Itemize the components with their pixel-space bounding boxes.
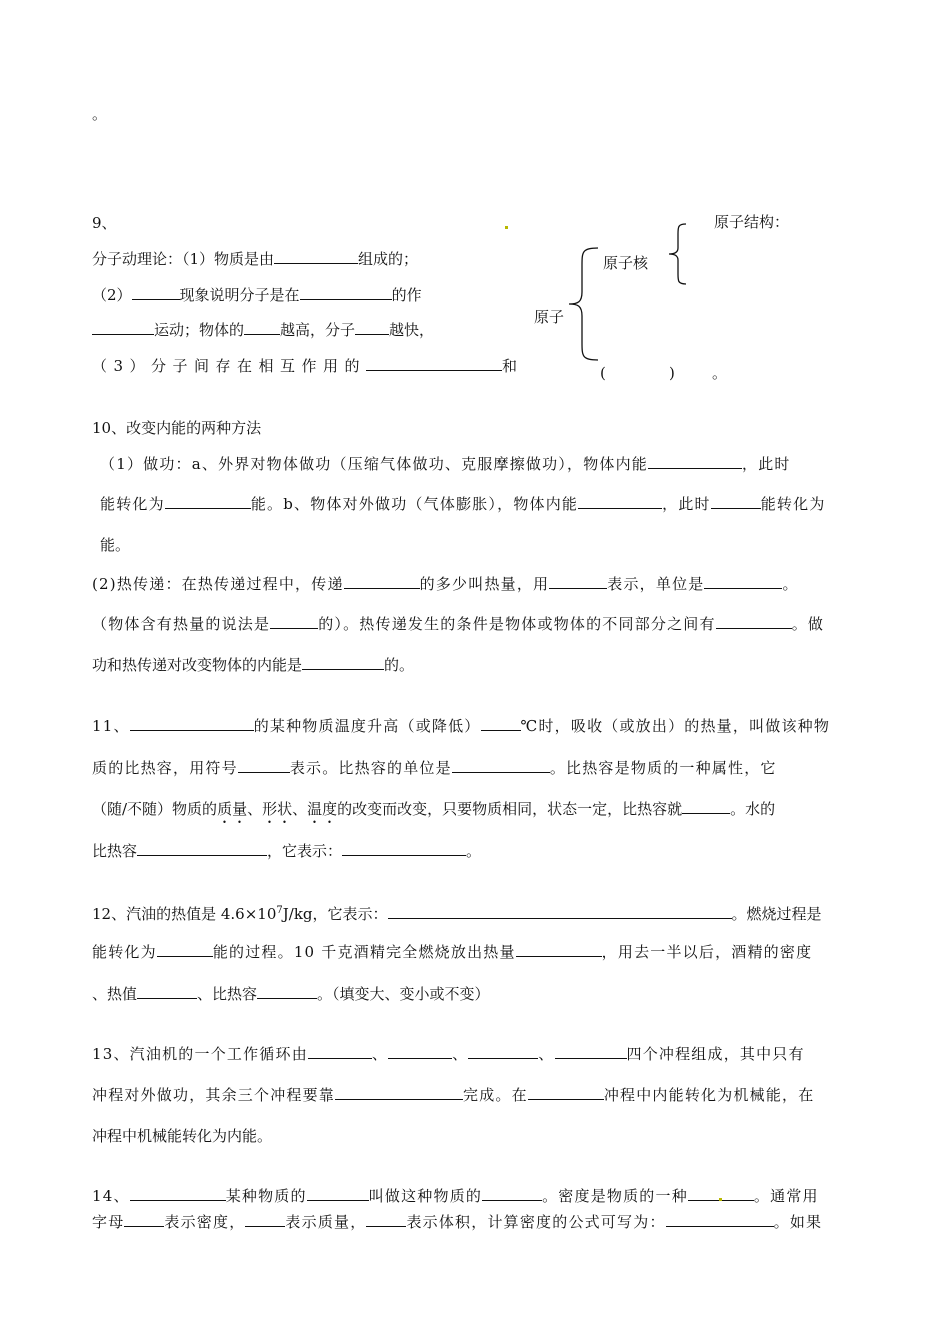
blank[interactable] <box>300 285 392 300</box>
q10-l2d: 能转化为 <box>760 495 826 513</box>
q11-l1a: 11、 <box>92 717 130 735</box>
blank[interactable] <box>274 249 358 264</box>
paren-open: ( <box>600 364 606 382</box>
blank[interactable] <box>578 494 662 509</box>
q13-l2c: 冲程中内能转化为机械能，在 <box>603 1086 815 1104</box>
q11-l3d: 形状 <box>262 800 293 818</box>
q9-line-3 <box>92 320 434 340</box>
q14-l1a: 14、 <box>92 1187 130 1205</box>
q12-line-2 <box>92 942 812 962</box>
q9-l1a: 分子动理论：（1）物质是由 <box>92 250 275 268</box>
q10-l2b: 能。b、物体对外做功（气体膨胀），物体内能 <box>250 495 579 513</box>
q12-line-3 <box>92 984 490 1004</box>
q11-l3f: 温度 <box>307 800 338 818</box>
q11-line-3 <box>92 799 775 827</box>
blank[interactable] <box>132 285 180 300</box>
blank[interactable] <box>482 1186 542 1201</box>
blank[interactable] <box>468 1044 538 1059</box>
q14-line-2 <box>92 1212 822 1232</box>
blank[interactable] <box>308 1044 372 1059</box>
q12-l3a: 、热值 <box>92 985 138 1003</box>
blank[interactable] <box>307 1186 369 1201</box>
atom-structure-label: 原子结构： <box>714 213 790 231</box>
blank[interactable] <box>366 1212 406 1227</box>
blank[interactable] <box>682 799 730 814</box>
blank[interactable] <box>388 1044 452 1059</box>
blank[interactable] <box>257 984 317 999</box>
q14-l1e: 。通常用 <box>753 1187 819 1205</box>
q9-l3b: 越高，分子 <box>280 321 356 339</box>
q9-l1b: 组成的； <box>358 250 419 268</box>
q14-line-1 <box>92 1186 819 1206</box>
atom-label: 原子 <box>534 308 565 326</box>
q9-line-4 <box>92 356 517 376</box>
q9-l2a: （2） <box>92 286 132 304</box>
blank[interactable] <box>716 614 792 629</box>
blank[interactable] <box>124 1212 164 1227</box>
blank[interactable] <box>388 904 732 919</box>
blank[interactable] <box>704 574 782 589</box>
q10-l1a: （1）做功：a、外界对物体做功（压缩气体做功、克服摩擦做功），物体内能 <box>100 455 648 473</box>
q11-l3c: 、 <box>247 800 263 818</box>
blank[interactable] <box>92 320 154 335</box>
q10-l4d: 。 <box>782 575 799 593</box>
q11-l4b: ，它表示： <box>267 842 343 860</box>
q13-l2b: 完成。在 <box>463 1086 528 1104</box>
q14-l2a: 字母 <box>92 1213 125 1231</box>
q11-l3g: 的改变而改变，只要物质相同，状态一定，比热容就 <box>337 800 683 818</box>
q10-line-4 <box>92 574 799 594</box>
q11-l2a: 质的比热容，用符号 <box>92 759 238 777</box>
q13-l2a: 冲程对外做功，其余三个冲程要靠 <box>92 1086 336 1104</box>
q10-l5b: 的）。热传递发生的条件是物体或物体的不同部分之间有 <box>318 615 716 633</box>
q14-l2e: 。如果 <box>773 1213 823 1231</box>
q12-l1c: 。燃烧过程是 <box>731 905 822 923</box>
blank[interactable] <box>549 574 607 589</box>
q10-line-2 <box>100 494 826 514</box>
q12-l2a: 能转化为 <box>92 943 157 961</box>
q11-l3h: 。水的 <box>730 800 776 818</box>
blank[interactable] <box>302 655 384 670</box>
q9-number: 9、 <box>92 214 117 232</box>
q10-line-5 <box>92 614 824 634</box>
q13-sep: 、 <box>538 1045 555 1063</box>
q13-sep: 、 <box>452 1045 469 1063</box>
q11-line-2 <box>92 758 777 778</box>
q11-l1c: ℃时，吸收（或放出）的热量，叫做该种物 <box>520 717 831 735</box>
q11-l3a: （随/不随）物质的 <box>92 800 218 818</box>
blank[interactable] <box>137 841 267 856</box>
blank[interactable] <box>452 758 550 773</box>
small-brace <box>666 222 690 286</box>
q13-line-3: 冲程中机械能转化为内能。 <box>92 1127 273 1145</box>
blank[interactable] <box>666 1212 774 1227</box>
q11-l4a: 比热容 <box>92 842 138 860</box>
q14-l2c: 表示质量， <box>285 1213 367 1231</box>
blank[interactable] <box>335 1085 463 1100</box>
blank[interactable] <box>342 841 466 856</box>
blank[interactable] <box>245 1212 285 1227</box>
q10-l4b: 的多少叫热量，用 <box>419 575 550 593</box>
blank[interactable] <box>157 942 213 957</box>
q12-l1b: J/kg，它表示： <box>282 905 388 923</box>
q9-l3c: 越快， <box>389 321 435 339</box>
blank[interactable] <box>648 454 742 469</box>
q10-line-3: 能。 <box>100 536 131 554</box>
blank[interactable] <box>130 716 254 731</box>
blank[interactable] <box>238 758 290 773</box>
q10-l4c: 表示，单位是 <box>607 575 705 593</box>
nucleus-label: 原子核 <box>603 254 649 272</box>
diagram-period: 。 <box>712 364 728 382</box>
q9-l4a: （3）分子间存在相互作用的 <box>92 357 367 375</box>
q10-l5a: （物体含有热量的说法是 <box>92 615 271 633</box>
q9-line-1 <box>92 249 418 269</box>
blank[interactable] <box>244 320 280 335</box>
blank[interactable] <box>481 716 521 731</box>
paren-close: ) <box>669 364 675 382</box>
q9-l2c: 的作 <box>391 286 422 304</box>
blank[interactable] <box>711 494 761 509</box>
q11-l4c: 。 <box>466 842 482 860</box>
q12-l2c: ，用去一半以后，酒精的密度 <box>601 943 813 961</box>
q8-tail: 。 <box>92 105 108 123</box>
q10-title: 10、改变内能的两种方法 <box>92 419 262 437</box>
q13-l1b: 四个冲程组成，其中只有 <box>626 1045 805 1063</box>
blank[interactable] <box>270 614 318 629</box>
q11-l3b: 质量 <box>217 800 248 818</box>
q10-l4a: (2)热传递：在热传递过程中，传递 <box>92 575 344 593</box>
q11-l3e: 、 <box>292 800 308 818</box>
blank[interactable] <box>165 494 251 509</box>
q14-l1d: 。密度是物质的一种 <box>542 1187 688 1205</box>
q14-l2b: 表示密度， <box>164 1213 246 1231</box>
q11-line-1 <box>92 716 830 736</box>
q11-l1b: 的某种物质温度升高（或降低） <box>253 717 481 735</box>
q10-l5c: 。做 <box>791 615 825 633</box>
q10-l6a: 功和热传递对改变物体的内能是 <box>92 656 303 674</box>
q14-l2d: 表示体积，计算密度的公式可写为： <box>406 1213 666 1231</box>
q10-l1b: ，此时 <box>742 455 791 473</box>
large-brace <box>566 246 602 362</box>
q12-line-1 <box>92 901 822 924</box>
q9-l2b: 现象说明分子是在 <box>179 286 300 304</box>
q11-l2b: 表示。比热容的单位是 <box>289 759 452 777</box>
stray-dot <box>505 226 508 229</box>
q10-line-6 <box>92 655 414 675</box>
q13-line-2 <box>92 1085 814 1105</box>
q11-line-4 <box>92 841 481 861</box>
blank[interactable] <box>555 1044 627 1059</box>
q12-l3b: 、比热容 <box>197 985 258 1003</box>
q10-line-1 <box>100 454 791 474</box>
blank[interactable] <box>130 1186 226 1201</box>
q11-l2c: 。比热容是物质的一种属性，它 <box>549 759 777 777</box>
blank[interactable] <box>355 320 389 335</box>
stray-dot <box>719 1198 722 1201</box>
blank[interactable] <box>528 1085 604 1100</box>
q10-l2c: ，此时 <box>662 495 711 513</box>
q9-l4b: 和 <box>502 357 518 375</box>
q14-l1b: 某种物质的 <box>225 1187 307 1205</box>
q12-l2b: 能的过程。10 千克酒精完全燃烧放出热量 <box>212 943 516 961</box>
q12-l1a: 12、汽油的热值是 4.6×10 <box>92 905 277 923</box>
q13-line-1 <box>92 1044 805 1064</box>
q12-l3c: 。（填变大、变小或不变） <box>317 985 490 1003</box>
q13-l1a: 13、汽油机的一个工作循环由 <box>92 1045 308 1063</box>
blank[interactable] <box>344 574 420 589</box>
blank[interactable] <box>516 942 602 957</box>
q9-l3a: 运动；物体的 <box>154 321 245 339</box>
q10-l2a: 能转化为 <box>100 495 165 513</box>
q14-l1c: 叫做这种物质的 <box>368 1187 483 1205</box>
q9-line-2 <box>92 285 422 305</box>
blank[interactable] <box>366 356 502 371</box>
q10-l6b: 的。 <box>384 656 415 674</box>
q12-exponent: 7 <box>276 905 283 916</box>
blank[interactable] <box>137 984 197 999</box>
q13-sep: 、 <box>371 1045 389 1063</box>
